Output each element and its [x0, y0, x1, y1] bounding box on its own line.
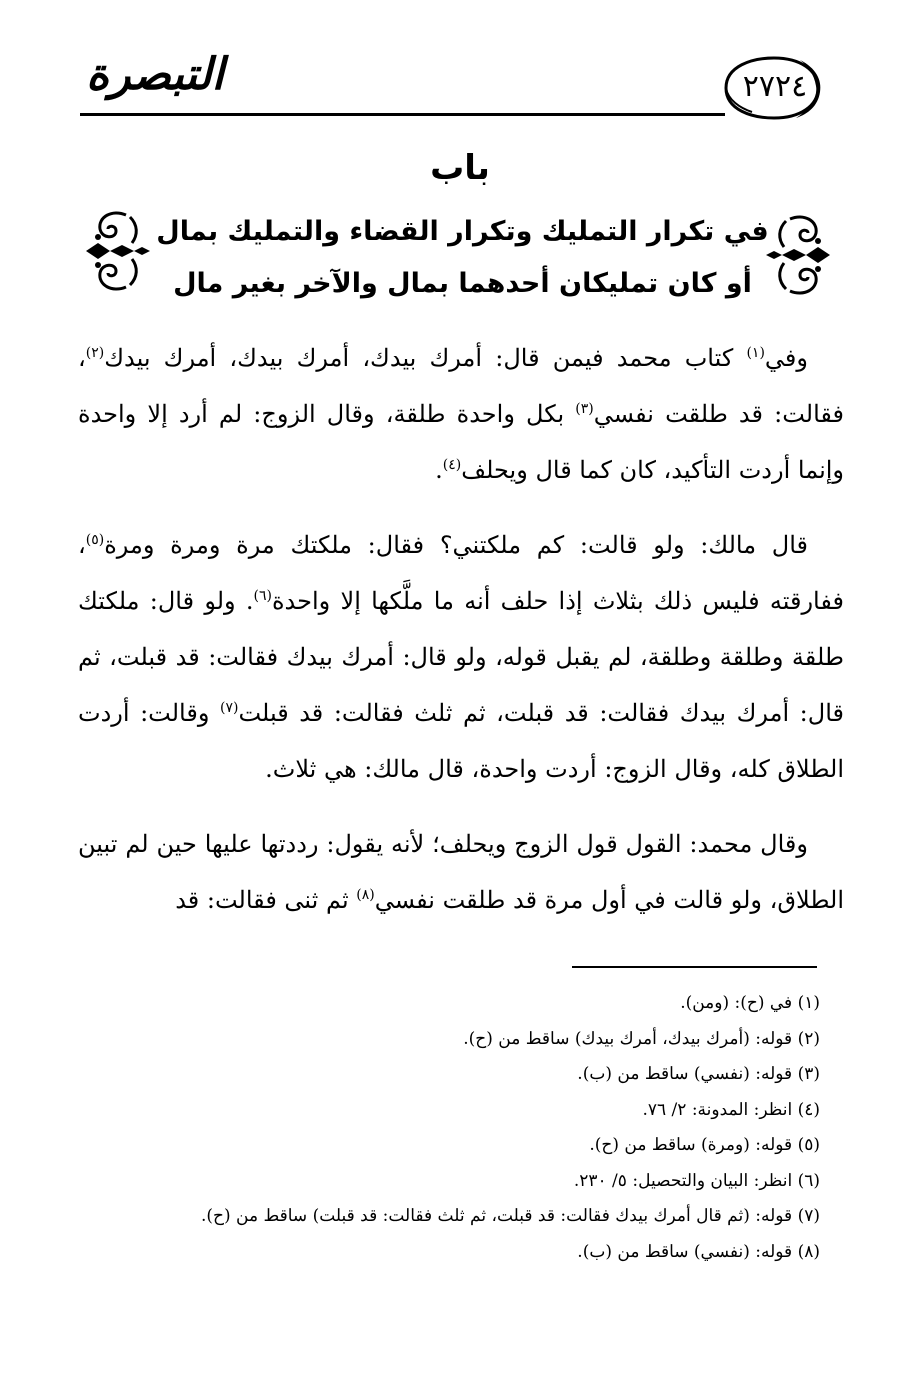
chapter-title-line-2: أو كان تمليكان أحدهما بمال والآخر بغير مال — [173, 268, 752, 299]
text-run: بكل واحدة طلقة، وقال الزوج: لم أرد إلا واحدة وإنما أردت التأكيد، كان كما قال ويحلف — [78, 400, 844, 484]
footnote-marker: (٣) — [575, 401, 594, 417]
footnote: (٦) انظر: البيان والتحصيل: ٥/ ٢٣٠. — [573, 1170, 820, 1191]
chapter-label: باب — [430, 148, 490, 188]
footnote: (١) في (ح): (ومن). — [680, 993, 820, 1013]
footnote-marker: (١) — [746, 345, 765, 361]
paragraph — [78, 330, 844, 498]
book-title: التبصرة — [86, 49, 224, 100]
main-text — [78, 330, 844, 947]
footnote-marker: (٧) — [219, 700, 239, 716]
text-run: قال مالك: ولو قالت: كم ملكتني؟ فقال: ملكتك مرة ومرة ومرة — [104, 531, 808, 559]
chapter-title — [150, 206, 775, 310]
footnote: (٧) قوله: (ثم قال أمرك بيدك فقالت: قد قبلت، ثم ثلث فقالت: قد قبلت) ساقط من (ح). — [200, 1206, 820, 1226]
footnote-marker: (٢) — [85, 345, 105, 361]
footnote: (٢) قوله: (أمرك بيدك، أمرك بيدك) ساقط من (ح). — [463, 1028, 820, 1049]
footnotes — [60, 986, 820, 1270]
paragraph — [78, 517, 844, 797]
text-run: وفي — [764, 344, 808, 372]
text-run: . — [435, 456, 443, 484]
header-rule — [80, 113, 725, 116]
footnote: (٥) قوله: (ومرة) ساقط من (ح). — [589, 1135, 820, 1155]
footnote-marker: (٥) — [85, 532, 105, 548]
text-run: ، فقالت: قد طلقت نفسي — [78, 344, 845, 428]
right-ornament-icon — [762, 207, 834, 303]
chapter-title-line-1: في تكرار التمليك وتكرار القضاء والتمليك بمال — [156, 216, 769, 247]
text-run: . ولو قال: ملكتك طلقة وطلقة وطلقة، لم يقبل قوله، ولو قال: أمرك بيدك فقالت: قد قبلت، ثم قال: أمرك بيدك فقالت: قد قبلت، ثم ثلث فقالت: قد قبلت — [78, 587, 844, 727]
text-run: كتاب محمد فيمن قال: أمرك بيدك، أمرك بيدك، أمرك بيدك — [104, 344, 747, 372]
left-ornament-icon — [82, 203, 154, 299]
text-run: وقال محمد: القول قول الزوج ويحلف؛ لأنه يقول: رددتها عليها حين لم تبين الطلاق، ولو قالت في أول مرة قد طلقت نفسي — [78, 830, 844, 914]
footnote-marker: (٦) — [253, 588, 272, 604]
paragraph — [78, 816, 844, 928]
footnote: (٤) انظر: المدونة: ٢/ ٧٦. — [642, 1099, 820, 1120]
text-run: ثم ثنى فقالت: قد — [175, 886, 357, 914]
text-run: وقالت: أردت الطلاق كله، وقال الزوج: أردت واحدة، قال مالك: هي ثلاث. — [78, 699, 844, 783]
footnote: (٣) قوله: (نفسي) ساقط من (ب). — [577, 1064, 820, 1084]
footnote-marker: (٤) — [442, 457, 462, 473]
text-run: ، ففارقته فليس ذلك بثلاث إذا حلف أنه ما ملَّكها إلا واحدة — [78, 531, 844, 615]
footnote-separator — [572, 966, 817, 968]
page-number: ٢٧٢٤ — [742, 69, 808, 104]
footnote: (٨) قوله: (نفسي) ساقط من (ب). — [577, 1241, 820, 1262]
footnote-marker: (٨) — [356, 887, 375, 903]
